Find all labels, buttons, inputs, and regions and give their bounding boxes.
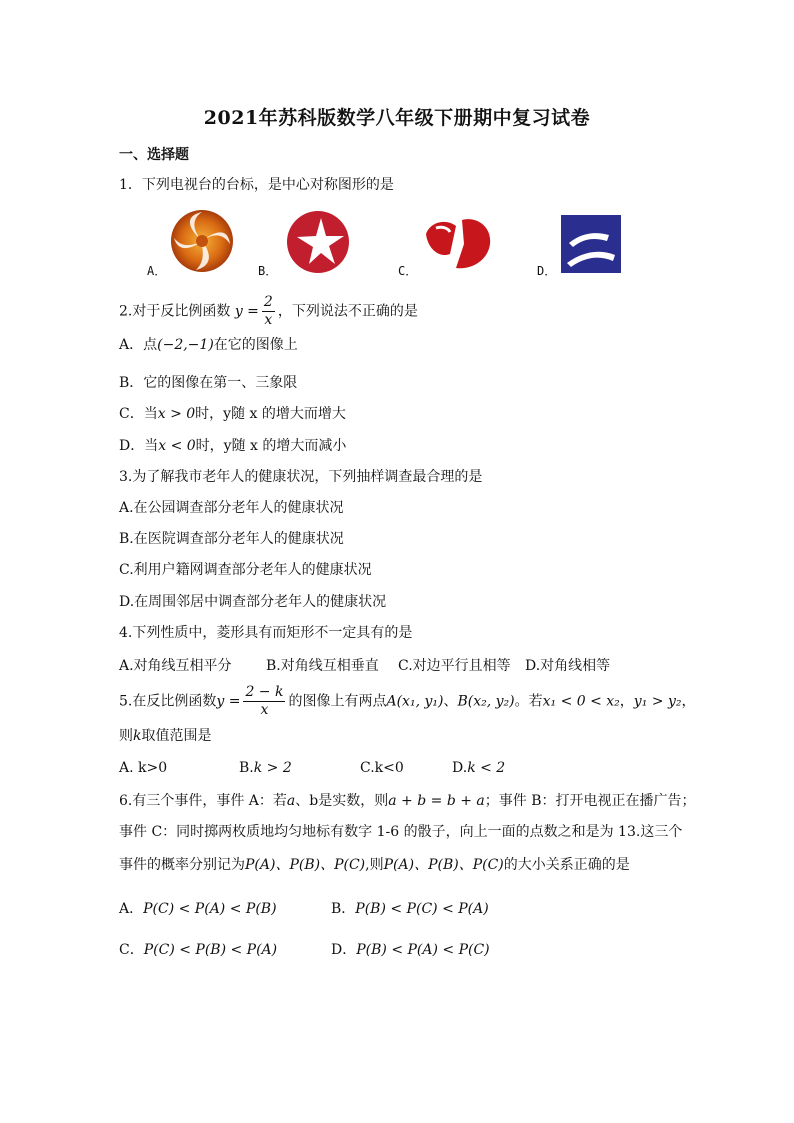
- q6-line-2: 事件 C：同时掷两枚质地均匀地标有数字 1-6 的骰子，向上一面的点数之和是为 13.这三个: [119, 824, 683, 840]
- q2-option-c-end: 时，y随 x 的增大而增大: [195, 406, 346, 422]
- q6-line1-prefix: 6.有三个事件，事件 A：若: [119, 793, 287, 809]
- q5-stem-line2: [119, 727, 211, 745]
- q5-line2-end: 取值范围是: [141, 728, 212, 744]
- q6-option-a-math: P(C) < P(A) < P(B): [143, 901, 277, 917]
- q5-option-d-label: D.: [452, 760, 468, 776]
- q6-line-1: [119, 792, 696, 810]
- q5-condition-1: x₁ < 0 < x₂: [542, 693, 620, 710]
- q6-option-a: [119, 898, 277, 918]
- q3-option-a: A.在公园调查部分老年人的健康状况: [119, 500, 344, 516]
- q5-stem-end: ，: [681, 693, 696, 710]
- page-title: 2021年苏科版数学八年级下册期中复习试卷: [203, 107, 591, 129]
- q1-label-c: C．: [398, 264, 418, 278]
- q2-option-a: [119, 336, 298, 354]
- q6-option-a-label: A．: [119, 901, 144, 917]
- q6-line3-end: 的大小关系正确的是: [503, 857, 630, 873]
- q2-option-b: B．它的图像在第一、三象限: [119, 375, 298, 391]
- q5-option-c: C.k<0: [360, 760, 404, 776]
- q5-stem-text: 5.在反比例函数: [119, 693, 217, 710]
- q3-stem: 3.为了解我市老年人的健康状况，下列抽样调查最合理的是: [119, 469, 483, 485]
- q2-option-a-end: 在它的图像上: [213, 337, 298, 353]
- q5-stem-mid: 的图像上有两点: [288, 693, 387, 710]
- q2-option-c-math: x > 0: [157, 406, 196, 422]
- q6-line1-end: ；事件 B：打开电视正在播广告；: [484, 793, 696, 809]
- q2-option-a-text: A．点: [119, 337, 158, 353]
- q6-line1-math: a + b = b + a: [388, 793, 485, 809]
- q5-comma: ，: [619, 693, 634, 710]
- q2-fraction-denominator: x: [264, 312, 273, 328]
- q1-stem: 1．下列电视台的台标，是中心对称图形的是: [119, 177, 394, 193]
- q6-option-b: [331, 898, 489, 918]
- q5-option-d-math: k < 2: [467, 760, 506, 776]
- q5-fraction-denominator: x: [260, 702, 269, 718]
- q5-point-b: B(x₂, y₂): [457, 693, 515, 710]
- q2-fraction-numerator: 2: [263, 294, 273, 310]
- q6-option-c-math: P(C) < P(B) < P(A): [143, 942, 278, 958]
- q5-line2-k: k: [133, 728, 142, 744]
- q4-option-c: C.对边平行且相等: [398, 658, 511, 674]
- q5-option-b-label: B.: [239, 760, 254, 776]
- q2-stem-text: 2.对于反比例函数: [119, 303, 235, 320]
- q3-option-b: B.在医院调查部分老年人的健康状况: [119, 531, 344, 547]
- q6-line-3: [119, 856, 630, 874]
- q6-line3-mid: ,则: [365, 857, 384, 873]
- q5-stem: [119, 684, 695, 719]
- red-circle-star-logo: [285, 210, 351, 274]
- q2-option-d-math: x < 0: [158, 438, 196, 454]
- q4-stem: 4.下列性质中，菱形具有而矩形不一定具有的是: [119, 625, 413, 641]
- q5-fraction-numerator: 2 − k: [245, 684, 284, 700]
- q5-function-lhs: y =: [216, 693, 241, 710]
- q6-option-d-label: D．: [331, 942, 357, 958]
- q5-line2-prefix: 则: [119, 728, 133, 744]
- section-heading: 一、选择题: [119, 147, 189, 163]
- q6-option-c: [119, 939, 277, 959]
- q4-option-a: A.对角线互相平分: [119, 658, 232, 674]
- q2-function-lhs: y =: [234, 303, 259, 320]
- q6-line1-mid: 、b是实数，则: [295, 793, 389, 809]
- q5-option-d: [452, 760, 505, 776]
- q6-line3-prefix: 事件的概率分别记为: [119, 857, 245, 873]
- q2-option-d: [119, 437, 346, 455]
- q5-separator: 、: [443, 693, 458, 710]
- q6-line1-a: a: [286, 793, 296, 809]
- q5-condition-2: y₁ > y₂: [633, 693, 682, 710]
- q5-point-a: A(x₁, y₁): [386, 693, 444, 710]
- q5-condition-prefix: 。若: [514, 693, 543, 710]
- q2-option-d-end: 时，y随 x 的增大而减小: [195, 438, 347, 454]
- q6-option-b-math: P(B) < P(C) < P(A): [355, 901, 489, 917]
- q2-option-a-point: (−2,−1): [157, 337, 214, 353]
- q1-label-d: D．: [537, 264, 557, 278]
- q5-fraction: [243, 684, 285, 719]
- q6-line3-math-1: P(A)、P(B)、P(C): [245, 857, 366, 873]
- q6-option-b-label: B．: [331, 901, 356, 917]
- q4-option-d: D.对角线相等: [525, 658, 611, 674]
- q2-option-c-text: C．当: [119, 406, 158, 422]
- q6-option-c-label: C．: [119, 942, 144, 958]
- q1-label-a: A．: [147, 264, 167, 278]
- q2-option-c: [119, 405, 346, 423]
- q5-option-a: A. k>0: [119, 760, 168, 776]
- q3-option-c: C.利用户籍网调查部分老年人的健康状况: [119, 562, 372, 578]
- red-curved-shapes-logo: [422, 214, 494, 272]
- q5-option-b: [239, 760, 292, 776]
- q2-stem: [119, 294, 418, 329]
- q2-stem-end: ，下列说法不正确的是: [277, 303, 418, 320]
- phoenix-swirl-logo: [168, 208, 236, 274]
- q3-option-d: D.在周围邻居中调查部分老年人的健康状况: [119, 594, 387, 610]
- q5-option-b-math: k > 2: [253, 760, 292, 776]
- q1-label-b: B．: [258, 264, 278, 278]
- q2-fraction: [262, 294, 275, 329]
- q6-option-d-math: P(B) < P(A) < P(C): [356, 942, 490, 958]
- blue-square-wave-logo: [561, 215, 621, 273]
- q4-option-b: B.对角线互相垂直: [266, 658, 379, 674]
- q2-option-d-text: D．当: [119, 438, 159, 454]
- q6-option-d: [331, 939, 490, 959]
- q6-line3-math-2: P(A)、P(B)、P(C): [383, 857, 504, 873]
